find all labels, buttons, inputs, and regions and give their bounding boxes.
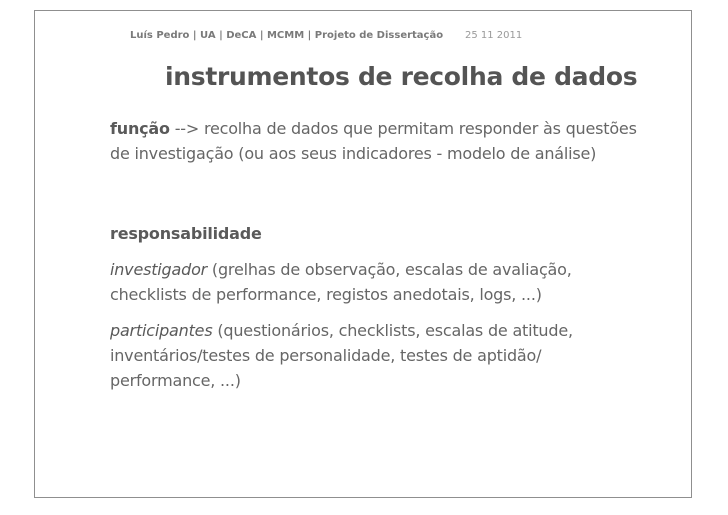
header-date: 25 11 2011 bbox=[465, 30, 523, 41]
participantes-text: (questionários, checklists, escalas de atitude, inventários/testes de personalidade, testes de aptidão/ performance, ...) bbox=[110, 321, 573, 390]
participantes-paragraph bbox=[110, 318, 650, 393]
funcao-paragraph bbox=[110, 116, 650, 166]
funcao-term: função bbox=[110, 119, 170, 138]
investigador-text: (grelhas de observação, escalas de avaliação, checklists de performance, registos anedotais, logs, ...) bbox=[110, 260, 572, 304]
header-author: Luís Pedro | UA | DeCA | MCMM | Projeto de Dissertação bbox=[130, 30, 444, 41]
participantes-term: participantes bbox=[110, 321, 213, 340]
investigador-term: investigador bbox=[110, 260, 208, 279]
slide-title: instrumentos de recolha de dados bbox=[165, 62, 638, 91]
spacer bbox=[110, 307, 650, 318]
spacer bbox=[110, 166, 650, 221]
slide-content bbox=[110, 116, 650, 393]
slide-header bbox=[130, 30, 523, 41]
investigador-paragraph bbox=[110, 257, 650, 307]
responsabilidade-heading: responsabilidade bbox=[110, 224, 262, 243]
funcao-text: --> recolha de dados que permitam responder às questões de investigação (ou aos seus indicadores - modelo de análise) bbox=[110, 119, 637, 163]
spacer bbox=[110, 246, 650, 257]
